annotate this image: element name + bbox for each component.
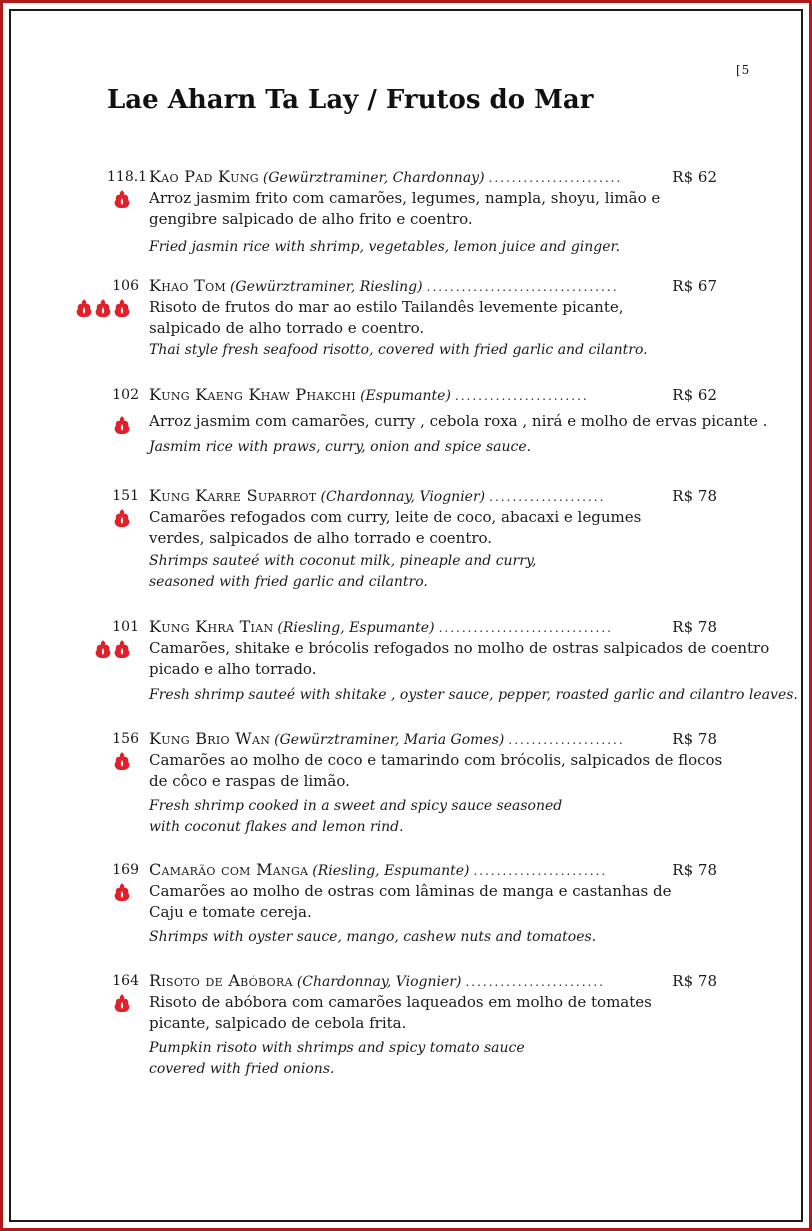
- chili-pepper-icon: [75, 298, 93, 318]
- item-heading: [149, 729, 717, 750]
- chili-pepper-icon: [113, 298, 131, 318]
- wine-pairing: (Chardonnay, Viognier): [320, 489, 486, 505]
- item-heading: [149, 385, 717, 406]
- item-description-en: Shrimps with oyster sauce, mango, cashew nuts and tomatoes.: [149, 929, 597, 945]
- item-number: 118.1: [107, 169, 148, 185]
- item-name: Kung Kaeng Khaw Phakchi: [149, 385, 357, 404]
- item-heading: [149, 971, 717, 992]
- item-heading: [149, 860, 717, 881]
- chili-pepper-icon: [94, 298, 112, 318]
- item-name: Kung Karre Suparrot: [149, 486, 317, 505]
- leader-dots: .................................: [426, 280, 619, 294]
- item-name: Kao Pad Kung: [149, 167, 259, 186]
- wine-pairing: (Espumante): [360, 388, 451, 404]
- chili-pepper-icon: [113, 508, 131, 528]
- item-heading: [149, 617, 717, 638]
- item-number: 102: [112, 387, 139, 403]
- leader-dots: ........................: [465, 975, 605, 989]
- spice-level: [113, 189, 131, 211]
- item-description-pt: Camarões refogados com curry, leite de coco, abacaxi e legumes verdes, salpicados de alho torrado e coentro.: [149, 508, 642, 547]
- item-description-en: Shrimps sauteé with coconut milk, pineaple and curry, seasoned with fried garlic and cilantro.: [149, 553, 537, 590]
- item-number: 169: [112, 862, 139, 878]
- item-description-pt: Risoto de frutos do mar ao estilo Tailandês levemente picante, salpicado de alho torrado e coentro.: [149, 298, 624, 337]
- item-name: Risoto de Abóbora: [149, 971, 293, 990]
- item-number: 156: [112, 731, 139, 747]
- leader-dots: .......................: [488, 171, 623, 185]
- item-number: 106: [112, 278, 139, 294]
- leader-dots: .......................: [454, 389, 589, 403]
- item-description-en: Fresh shrimp sauteé with shitake , oyster sauce, pepper, roasted garlic and cilantro leaves.: [149, 687, 798, 703]
- spice-level: [113, 993, 131, 1015]
- item-number: 151: [112, 488, 139, 504]
- item-price: R$ 78: [672, 618, 717, 636]
- item-price: R$ 78: [672, 730, 717, 748]
- leader-dots: ....................: [489, 490, 606, 504]
- item-description-pt: Camarões, shitake e brócolis refogados no molho de ostras salpicados de coentro picado e alho torrado.: [149, 639, 770, 678]
- leader-dots: ..............................: [438, 621, 613, 635]
- chili-pepper-icon: [113, 415, 131, 435]
- item-price: R$ 78: [672, 972, 717, 990]
- item-price: R$ 78: [672, 861, 717, 879]
- leader-dots: .......................: [473, 864, 608, 878]
- wine-pairing: (Riesling, Espumante): [277, 620, 435, 636]
- wine-pairing: (Chardonnay, Viognier): [296, 974, 462, 990]
- item-name: Camarão com Manga: [149, 860, 309, 879]
- item-price: R$ 62: [672, 386, 717, 404]
- spice-level: [113, 415, 131, 437]
- item-description-en: Thai style fresh seafood risotto, covered with fried garlic and cilantro.: [149, 342, 648, 358]
- spice-level: [75, 298, 131, 320]
- item-name: Kung Brio Wan: [149, 729, 271, 748]
- item-heading: [149, 486, 717, 507]
- item-name: Kung Khra Tian: [149, 617, 274, 636]
- item-heading: [149, 167, 717, 188]
- item-description-en: Fried jasmin rice with shrimp, vegetables, lemon juice and ginger.: [149, 239, 621, 255]
- item-number: 164: [112, 973, 139, 989]
- chili-pepper-icon: [113, 189, 131, 209]
- spice-level: [113, 508, 131, 530]
- wine-pairing: (Gewürztraminer, Maria Gomes): [274, 732, 505, 748]
- item-description-pt: Camarões ao molho de coco e tamarindo com brócolis, salpicados de flocos de côco e raspas de limão.: [149, 751, 723, 790]
- chili-pepper-icon: [113, 751, 131, 771]
- item-price: R$ 67: [672, 277, 717, 295]
- item-number: 101: [112, 619, 139, 635]
- page-number: [5: [736, 63, 751, 77]
- wine-pairing: (Riesling, Espumante): [312, 863, 470, 879]
- section-title: Lae Aharn Ta Lay / Frutos do Mar: [107, 85, 594, 115]
- wine-pairing: (Gewürztraminer, Riesling): [229, 279, 423, 295]
- spice-level: [94, 639, 131, 661]
- chili-pepper-icon: [113, 882, 131, 902]
- wine-pairing: (Gewürztraminer, Chardonnay): [262, 170, 485, 186]
- item-heading: [149, 276, 717, 297]
- item-description-pt: Risoto de abóbora com camarões laqueados em molho de tomates picante, salpicado de cebola frita.: [149, 993, 652, 1032]
- chili-pepper-icon: [113, 993, 131, 1013]
- chili-pepper-icon: [113, 639, 131, 659]
- item-name: Khao Tom: [149, 276, 226, 295]
- item-description-en: Jasmim rice with praws, curry, onion and spice sauce.: [149, 439, 532, 455]
- spice-level: [113, 751, 131, 773]
- item-description-en: Pumpkin risoto with shrimps and spicy tomato sauce covered with fried onions.: [149, 1040, 525, 1077]
- item-price: R$ 78: [672, 487, 717, 505]
- item-description-pt: Arroz jasmim frito com camarões, legumes, nampla, shoyu, limão e gengibre salpicado de alho frito e coentro.: [149, 189, 661, 228]
- spice-level: [113, 882, 131, 904]
- item-description-pt: Arroz jasmim com camarões, curry , cebola roxa , nirá e molho de ervas picante .: [149, 412, 768, 430]
- item-description-en: Fresh shrimp cooked in a sweet and spicy sauce seasoned with coconut flakes and lemon rind.: [149, 798, 563, 835]
- chili-pepper-icon: [94, 639, 112, 659]
- item-price: R$ 62: [672, 168, 717, 186]
- leader-dots: ....................: [508, 733, 625, 747]
- item-description-pt: Camarões ao molho de ostras com lâminas de manga e castanhas de Caju e tomate cereja.: [149, 882, 672, 921]
